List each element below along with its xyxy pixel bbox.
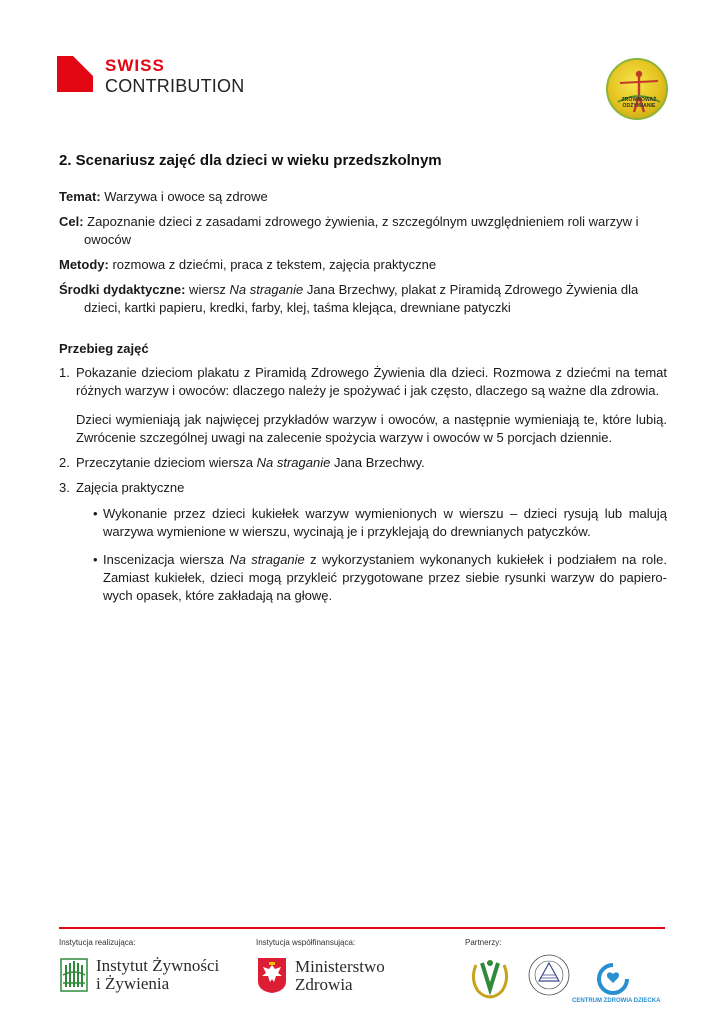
sub-bullet-list (76, 505, 667, 605)
list-item-2-pre: Przeczytanie dzieciom wiersza (76, 455, 257, 470)
izz-name-line1: Instytut Żywności (96, 956, 220, 975)
polish-eagle-emblem-icon (257, 957, 287, 994)
izz-logo (60, 957, 219, 993)
topic-value: Warzywa i owoce są zdrowe (100, 189, 268, 204)
bullet-dot: • (93, 552, 98, 567)
scenario-content (59, 188, 667, 615)
list-item-2 (59, 454, 667, 472)
bullet-1-text: Wykonanie przez dzieci kukiełek warzyw wymienionych w wierszu – dzieci rysują lub malują warzywa wymienione w wierszu, wycinają je i przyklejają do drewnianych patyczków. (103, 506, 667, 539)
bullet-2-text (103, 551, 667, 605)
teaching-aids-pre: wiersz (185, 282, 230, 297)
list-item-3-text: Zajęcia praktyczne (76, 480, 185, 495)
ministry-logo (257, 957, 385, 994)
list-item-2-post: Jana Brzechwy. (330, 455, 425, 470)
methods-line (59, 256, 667, 274)
bullet-2-pre: Inscenizacja wiersza (103, 552, 230, 567)
bullet-item (93, 505, 667, 541)
human-figure-icon (608, 60, 668, 120)
methods-value: rozmowa z dziećmi, praca z tekstem, zajęcia praktyczne (108, 257, 437, 272)
teaching-aids-post: Jana Brzechwy, plakat z Piramidą Zdrowego Żywienia dla dzieci, kartki papieru, kredki, farby, klej, taśma klejąca, drewniane patyczki (84, 282, 639, 315)
implementing-institution-label: Instytucja realizująca: (59, 938, 136, 947)
list-item-2-text (76, 454, 667, 472)
footer-divider (59, 927, 665, 929)
list-item-1-text: Pokazanie dzieciom plakatu z Piramidą Zdrowego Żywienia dla dzieci. Rozmowa z dziećmi na temat różnych warzyw i owoców: dlaczego należy je spożywać i jak często, dlaczego są ważne dla zdrowia. (76, 365, 667, 398)
list-item-1-para2: Dzieci wymieniają jak najwięcej przykładów warzyw i owoców, a następnie wymieniają te, które lubią. Zwrócenie szczególnej uwagi na zalecenie spożycia warzyw i owoców w 5 porcjach dziennie. (76, 412, 667, 445)
topic-line (59, 188, 667, 206)
partners-label: Partnerzy: (465, 938, 502, 947)
swiss-logo-line1: SWISS (105, 56, 165, 75)
list-number-3: 3. (59, 480, 70, 495)
swiss-logo-mark (57, 56, 93, 92)
topic-label: Temat: (59, 189, 101, 204)
section-heading: Przebieg zajęć (59, 341, 149, 356)
badge-label: ZRÓWNOWAŻ ODŻYWIANIE (621, 97, 657, 109)
balanced-nutrition-badge (606, 58, 668, 120)
swiss-contribution-logo (57, 56, 244, 95)
teaching-aids-label: Środki dydaktyczne: (59, 282, 186, 297)
cofinancing-institution-label: Instytucja współfinansująca: (256, 938, 356, 947)
list-item-2-poem: Na straganie (256, 455, 331, 470)
goal-label: Cel: (59, 214, 84, 229)
ministry-name-line1: Ministerstwo (295, 956, 385, 976)
teaching-aids-line (59, 281, 667, 317)
swiss-logo-line2: CONTRIBUTION (105, 76, 245, 96)
bullet-item (93, 551, 667, 605)
bullet-dot: • (93, 506, 98, 521)
izz-emblem-icon (60, 957, 88, 993)
methods-label: Metody: (59, 257, 109, 272)
goal-value: Zapoznanie dzieci z zasadami zdrowego żywienia, z szczególnym uwzględnieniem roli warzyw i owoców (83, 214, 639, 247)
partner-wreath-logo-icon (468, 955, 512, 999)
list-number-1: 1. (59, 365, 70, 380)
child-health-centre-label: CENTRUM ZDROWIA DZIECKA (572, 998, 661, 1004)
izz-name-line2: i Żywienia (96, 974, 170, 993)
bullet-2-poem: Na straganie (229, 552, 305, 567)
list-item-3 (59, 479, 667, 605)
dietetics-society-logo-icon (527, 953, 571, 1001)
page-title: 2. Scenariusz zajęć dla dzieci w wieku przedszkolnym (59, 152, 442, 169)
list-item-1 (59, 364, 667, 447)
bullet-2-post: z wykorzystaniem wykonanych kukiełek i podziałem na role. Zamiast kukiełek, dzieci mogą przykleić przygotowane przez siebie rysunki warzyw do papiero-wych opasek, które zakładają na głowę. (103, 552, 668, 603)
ministry-name-line2: Zdrowia (295, 974, 353, 994)
goal-line (59, 213, 667, 249)
list-number-2: 2. (59, 455, 70, 470)
child-health-centre-logo-icon (596, 962, 630, 996)
poem-title: Na straganie (229, 282, 304, 297)
